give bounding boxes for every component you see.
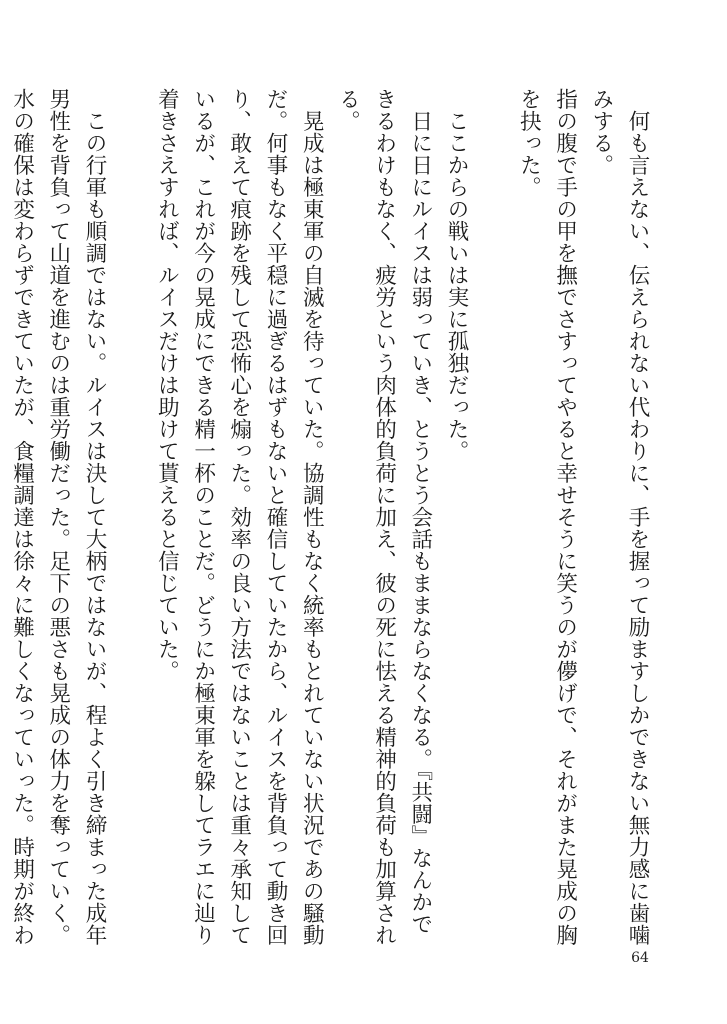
blank-line [474, 88, 510, 950]
paragraph-4: 日に日にルイスは弱っていき、とうとう会話もままならなくなる。『共闘』なんかできるわけもなく、疲労という肉体的負荷に加え、彼の死に怯える精神的負荷も加算される。 [335, 88, 433, 946]
paragraph-5: 晃成は極東軍の自滅を待っていた。協調性もなく統率もとれていない状況であの騒動だ。何事もなく平穏に過ぎるはずもないと確信していたから、ルイスを背負って動き回り、敢えて痕跡を残して恐怖心を煽った。効率の良い方法ではないことは重々承知しているが、これが今の晃成にできる精一杯のことだ。どうにか極東軍を躱してラエに辿り着きさえすれば、ルイスだけは助けて貰えると信じていた。 [154, 88, 325, 946]
body-text [0, 88, 655, 950]
paragraph-2: 指の腹で手の甲を撫でさすってやると幸せそうに笑うのが儚げで、それがまた晃成の胸を抉った。 [516, 88, 578, 946]
page-number: 64 [631, 950, 649, 966]
blank-line [112, 88, 148, 950]
paragraph-1: 何も言えない、伝えられない代わりに、手を握って励ますしかできない無力感に歯噛みする。 [588, 88, 650, 946]
paragraph-6: この行軍も順調ではない。ルイスは決して大柄ではないが、程よく引き締まった成年男性を背負って山道を進むのは重労働だった。足下の悪さも晃成の体力を奪っていく。水の確保は変わらずできていたが、食糧調達は徐々に難しくなっていった。時期が終わ [9, 88, 107, 946]
paragraph-3: ここからの戦いは実に孤独だった。 [444, 109, 469, 462]
